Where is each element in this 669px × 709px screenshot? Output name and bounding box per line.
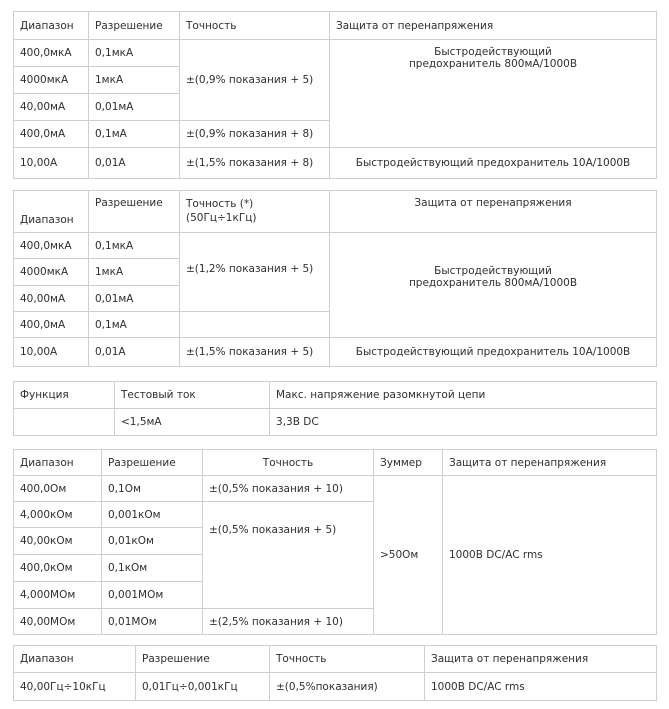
- table-header-row: [14, 12, 657, 40]
- table-header-row: [14, 646, 657, 673]
- table-row: [14, 338, 657, 367]
- header-accuracy-line2: (50Гц÷1кГц): [186, 212, 257, 224]
- cell-accuracy-group: ±(1,2% показания + 5): [180, 233, 330, 312]
- cell-accuracy: ±(2,5% показания + 10): [203, 609, 374, 635]
- header-function: Функция: [14, 382, 115, 409]
- cell-resolution: 0,01мА: [89, 94, 180, 121]
- cell-resolution: 0,1мА: [89, 312, 180, 338]
- header-accuracy: Точность: [180, 12, 330, 40]
- cell-accuracy: ±(0,5% показания + 10): [203, 476, 374, 502]
- cell-resolution: 0,01А: [89, 148, 180, 179]
- cell-resolution: 0,01Гц÷0,001кГц: [136, 673, 270, 701]
- header-protection: Защита от перенапряжения: [443, 450, 657, 476]
- cell-resolution: 0,01мА: [89, 286, 180, 312]
- cell-resolution: 0,001МОм: [102, 582, 203, 609]
- header-resolution: Разрешение: [89, 191, 180, 233]
- cell-accuracy: ±(1,5% показания + 8): [180, 148, 330, 179]
- cell-resolution: 0,01А: [89, 338, 180, 367]
- header-accuracy: [180, 191, 330, 233]
- header-accuracy: Точность: [203, 450, 374, 476]
- cell-range: 40,00кОм: [14, 528, 102, 555]
- cell-resolution: 0,1мкА: [89, 40, 180, 67]
- cell-accuracy-group: ±(0,5% показания + 5): [203, 502, 374, 609]
- table-header-row: [14, 191, 657, 233]
- cell-range: 10,00А: [14, 338, 89, 367]
- cell-resolution: 0,01кОм: [102, 528, 203, 555]
- cell-accuracy-group: ±(0,9% показания + 5): [180, 40, 330, 121]
- cell-range: 40,00мА: [14, 94, 89, 121]
- cell-range: 4,000кОм: [14, 502, 102, 528]
- test-current-table: [13, 381, 657, 436]
- header-resolution: Разрешение: [102, 450, 203, 476]
- cell-range: 400,0Ом: [14, 476, 102, 502]
- cell-resolution: 0,1мкА: [89, 233, 180, 259]
- resistance-spec-table: [13, 449, 657, 635]
- cell-range: 400,0мкА: [14, 233, 89, 259]
- header-test-current: Тестовый ток: [115, 382, 270, 409]
- cell-protection: Быстродействующий предохранитель 10А/1000В: [330, 148, 657, 179]
- cell-buzzer: >50Ом: [374, 476, 443, 635]
- cell-range: 40,00МОм: [14, 609, 102, 635]
- cell-accuracy: ±(0,5%показания): [270, 673, 425, 701]
- header-buzzer: Зуммер: [374, 450, 443, 476]
- cell-resolution: 0,001кОм: [102, 502, 203, 528]
- cell-resolution: 0,1кОм: [102, 555, 203, 582]
- cell-range: 400,0мкА: [14, 40, 89, 67]
- cell-accuracy: ±(0,9% показания + 8): [180, 121, 330, 148]
- cell-range: 4000мкА: [14, 67, 89, 94]
- header-protection: Защита от перенапряжения: [330, 12, 657, 40]
- ac-current-spec-table: [13, 190, 657, 367]
- header-range: Диапазон: [14, 191, 89, 233]
- cell-protection: 1000В DC/AC rms: [425, 673, 657, 701]
- table-header-row: [14, 450, 657, 476]
- cell-open-voltage: 3,3В DC: [270, 409, 657, 436]
- frequency-spec-table: [13, 645, 657, 701]
- cell-resolution: 0,1мА: [89, 121, 180, 148]
- cell-protection: 1000В DC/AC rms: [443, 476, 657, 635]
- table-row: [14, 40, 657, 67]
- table-row: [14, 476, 657, 502]
- table-row: [14, 673, 657, 701]
- cell-function: [14, 409, 115, 436]
- header-protection: Защита от перенапряжения: [425, 646, 657, 673]
- header-accuracy: Точность: [270, 646, 425, 673]
- cell-resolution: 1мкА: [89, 67, 180, 94]
- header-range: Диапазон: [14, 450, 102, 476]
- cell-range: 400,0кОм: [14, 555, 102, 582]
- cell-accuracy: ±(1,5% показания + 5): [180, 338, 330, 367]
- dc-current-spec-table: [13, 11, 657, 179]
- cell-resolution: 0,01МОм: [102, 609, 203, 635]
- cell-protection-group: Быстродействующий предохранитель 800мА/1000В: [330, 233, 657, 338]
- table-row: [14, 148, 657, 179]
- header-range: Диапазон: [14, 12, 89, 40]
- cell-range: 400,0мА: [14, 121, 89, 148]
- cell-range: 40,00мА: [14, 286, 89, 312]
- cell-range: 40,00Гц÷10кГц: [14, 673, 136, 701]
- cell-resolution: 0,1Ом: [102, 476, 203, 502]
- header-range: Диапазон: [14, 646, 136, 673]
- cell-range: 4,000МОм: [14, 582, 102, 609]
- cell-protection: Быстродействующий предохранитель 10А/1000В: [330, 338, 657, 367]
- cell-accuracy-empty: [180, 312, 330, 338]
- cell-range: 400,0мА: [14, 312, 89, 338]
- header-resolution: Разрешение: [89, 12, 180, 40]
- cell-protection-group: Быстродействующий предохранитель 800мА/1000В: [330, 40, 657, 148]
- cell-range: 10,00А: [14, 148, 89, 179]
- table-header-row: [14, 382, 657, 409]
- header-resolution: Разрешение: [136, 646, 270, 673]
- header-protection: Защита от перенапряжения: [330, 191, 657, 233]
- cell-range: 4000мкА: [14, 259, 89, 286]
- cell-test-current: <1,5мА: [115, 409, 270, 436]
- table-row: [14, 233, 657, 259]
- table-row: [14, 409, 657, 436]
- header-open-voltage: Макс. напряжение разомкнутой цепи: [270, 382, 657, 409]
- cell-resolution: 1мкА: [89, 259, 180, 286]
- header-accuracy-line1: Точность (*): [186, 198, 254, 210]
